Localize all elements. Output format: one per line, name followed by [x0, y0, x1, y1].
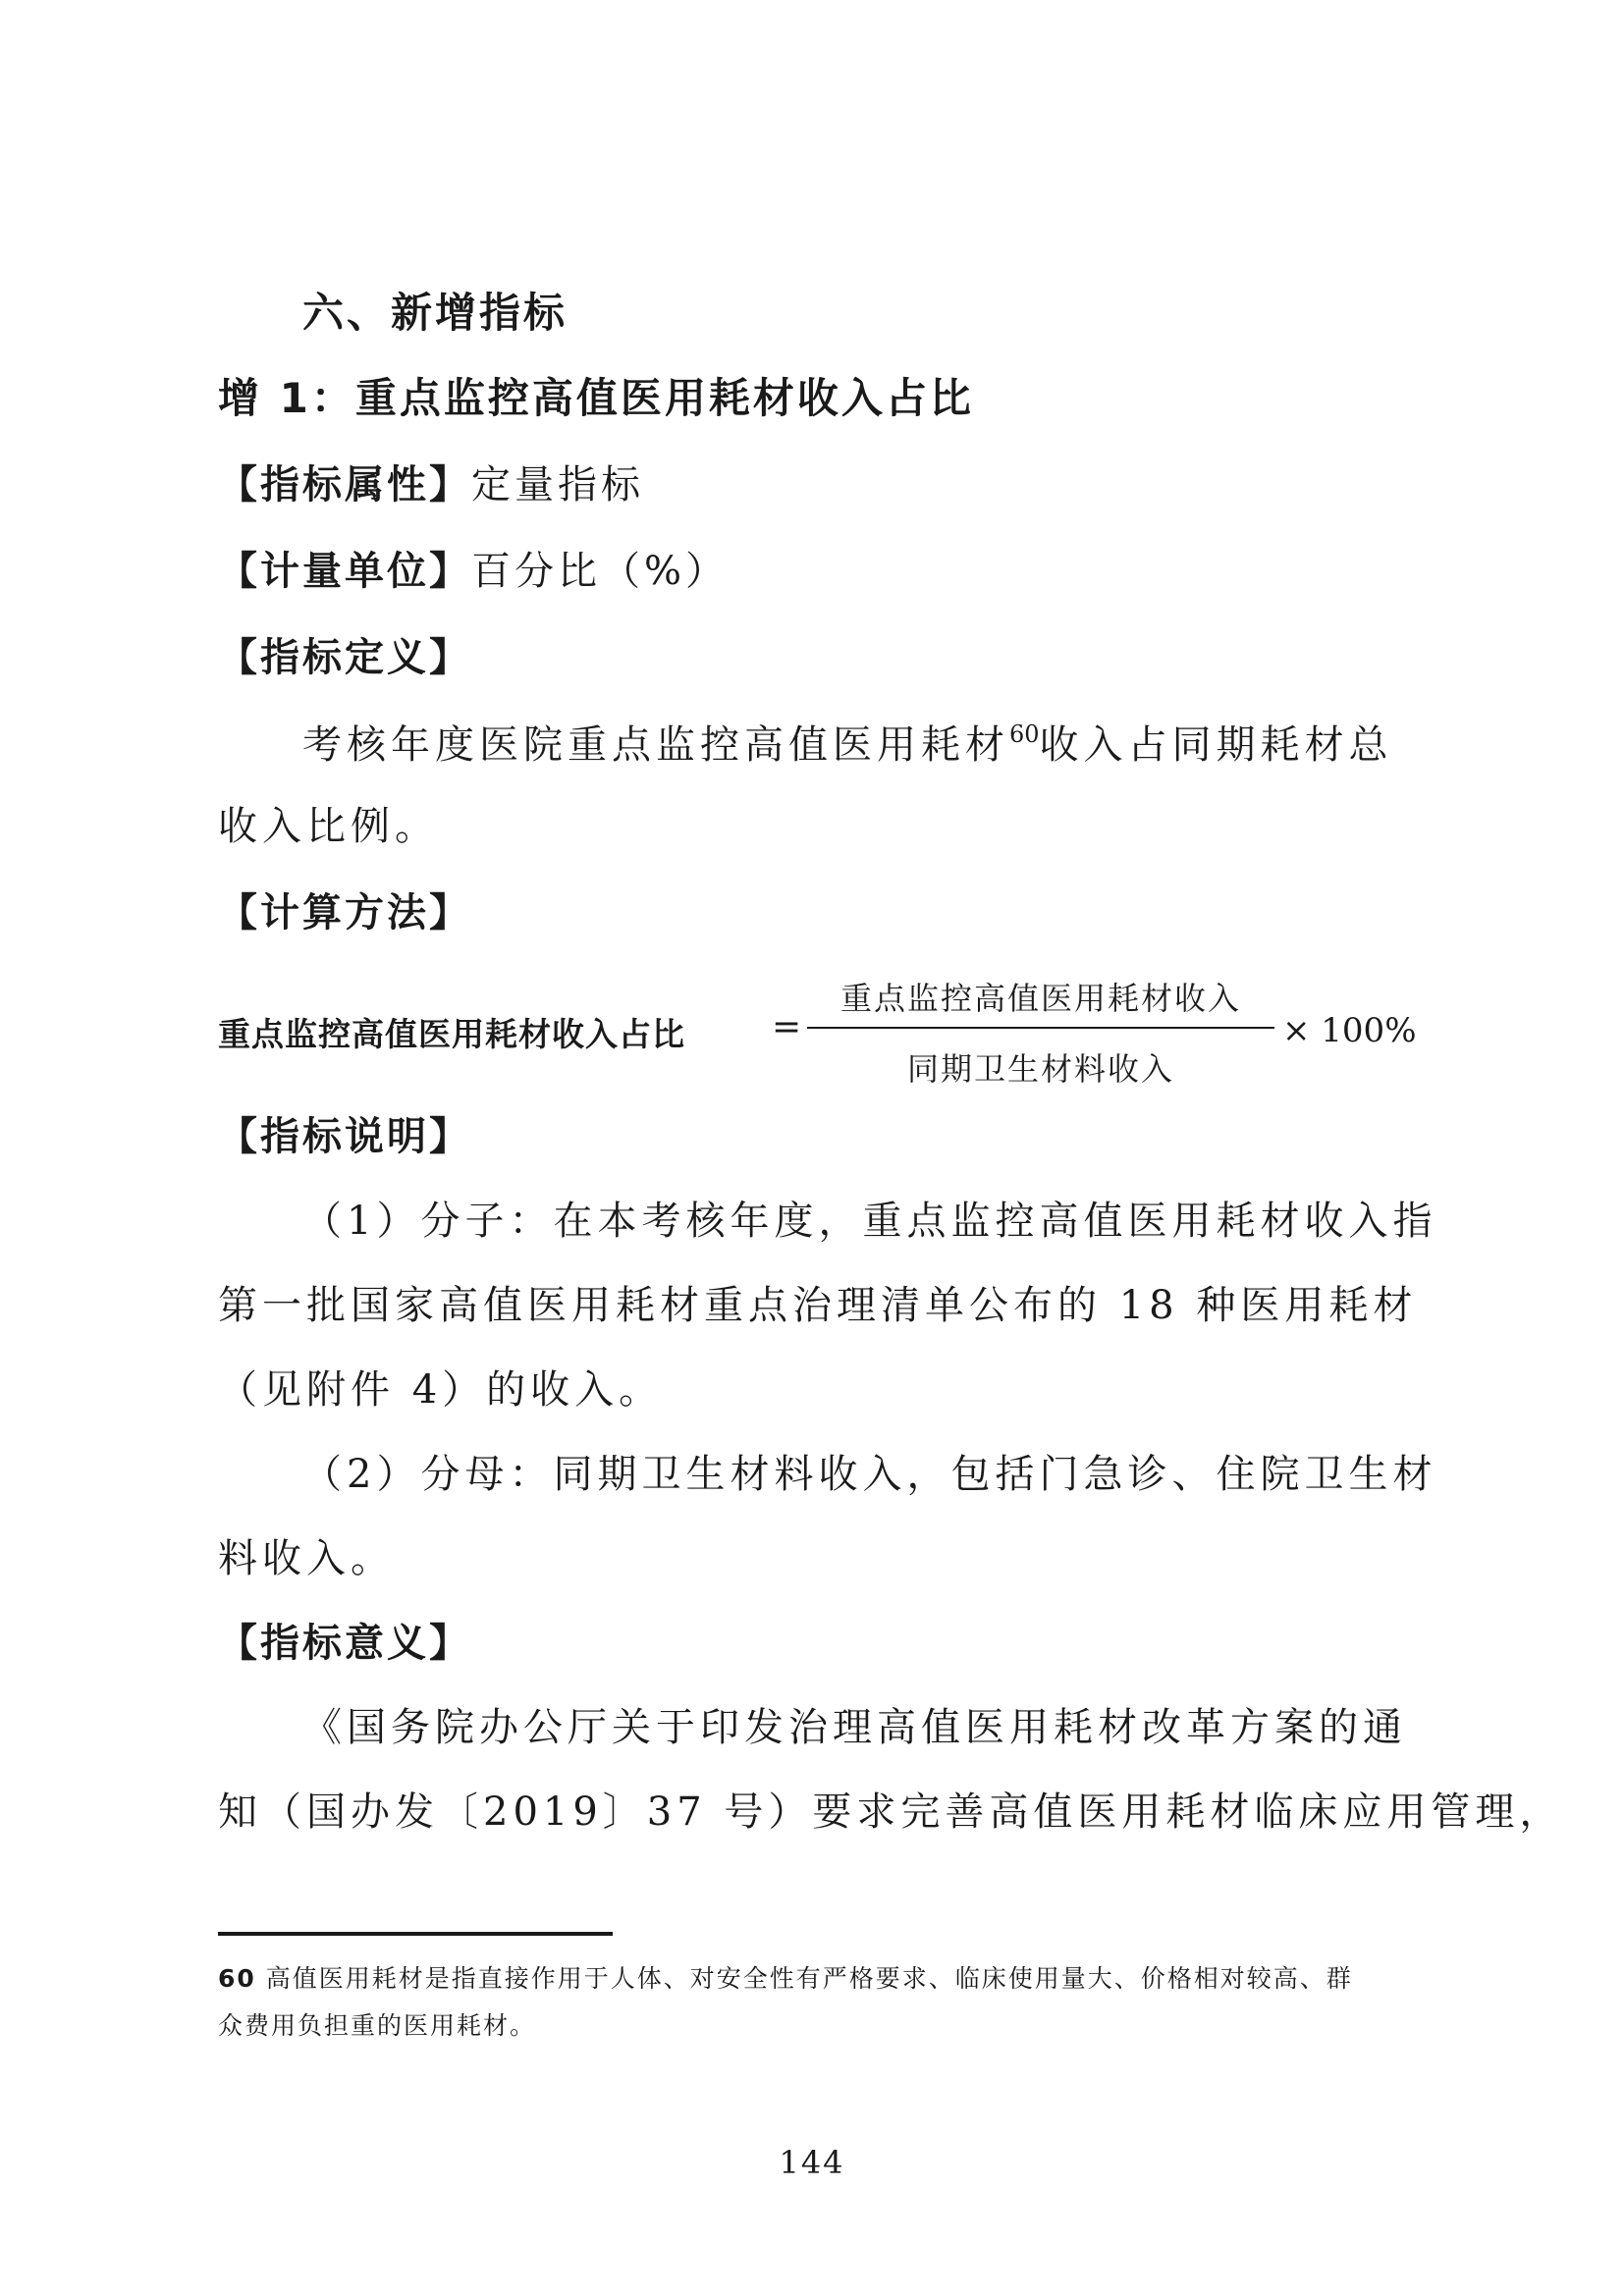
- formula-denominator: 同期卫生材料收入: [906, 1050, 1174, 1088]
- significance-label: 【指标意义】: [218, 1621, 471, 1666]
- indicator-attribute: [218, 462, 644, 507]
- unit-label: 【计量单位】: [218, 549, 471, 594]
- formula-name: 重点监控高值医用耗材收入占比: [218, 1015, 685, 1053]
- definition-text-line-2: 收入比例。: [218, 804, 439, 849]
- definition-heading: [218, 635, 471, 680]
- definition-label: 【指标定义】: [218, 635, 471, 680]
- measurement-unit: [218, 549, 730, 594]
- explanation-item-2-line-2: 料收入。: [218, 1536, 395, 1581]
- explanation-label: 【指标说明】: [218, 1114, 471, 1159]
- significance-text-line-2: 知（国办发〔2019〕37 号）要求完善高值医用耗材临床应用管理，: [218, 1789, 1564, 1835]
- explanation-item-2-line-1: （2）分母：同期卫生材料收入，包括门急诊、住院卫生材: [302, 1452, 1437, 1497]
- page-number: 144: [779, 2144, 845, 2181]
- fraction-bar: [807, 1027, 1274, 1029]
- attribute-value: 定量指标: [471, 462, 644, 507]
- unit-value: 百分比（%）: [471, 549, 730, 594]
- formula-multiplier: × 100%: [1282, 1011, 1417, 1050]
- calculation-label: 【计算方法】: [218, 890, 471, 935]
- formula-numerator: 重点监控高值医用耗材收入: [839, 980, 1241, 1017]
- formula-fraction: [807, 972, 1274, 1088]
- footnote-rule: [218, 1932, 613, 1936]
- attribute-label: 【指标属性】: [218, 462, 471, 507]
- definition-text-a: 考核年度医院重点监控高值医用耗材: [302, 722, 1009, 768]
- formula-equals: =: [772, 1007, 802, 1047]
- indicator-title: 增 1：重点监控高值医用耗材收入占比: [218, 374, 974, 422]
- footnote-number: 60: [218, 1964, 256, 1993]
- significance-text-line-1: 《国务院办公厅关于印发治理高值医用耗材改革方案的通: [302, 1705, 1407, 1750]
- calculation-heading: [218, 890, 471, 935]
- section-heading: 六、新增指标: [302, 289, 568, 337]
- explanation-item-1-line-2: 第一批国家高值医用耗材重点治理清单公布的 18 种医用耗材: [218, 1283, 1418, 1328]
- footnote-reference: 60: [1009, 721, 1040, 748]
- significance-heading: [218, 1621, 471, 1666]
- footnote-line-1: [218, 1959, 1353, 1995]
- explanation-item-1-line-1: （1）分子：在本考核年度，重点监控高值医用耗材收入指: [302, 1199, 1437, 1244]
- definition-text-line-1: [302, 721, 1393, 768]
- definition-text-b: 收入占同期耗材总: [1039, 722, 1393, 768]
- explanation-heading: [218, 1114, 471, 1159]
- footnote-text-1: 高值医用耗材是指直接作用于人体、对安全性有严格要求、临床使用量大、价格相对较高、群: [265, 1964, 1353, 1993]
- explanation-item-1-line-3: （见附件 4）的收入。: [218, 1367, 664, 1413]
- footnote-line-2: 众费用负担重的医用耗材。: [218, 2011, 537, 2040]
